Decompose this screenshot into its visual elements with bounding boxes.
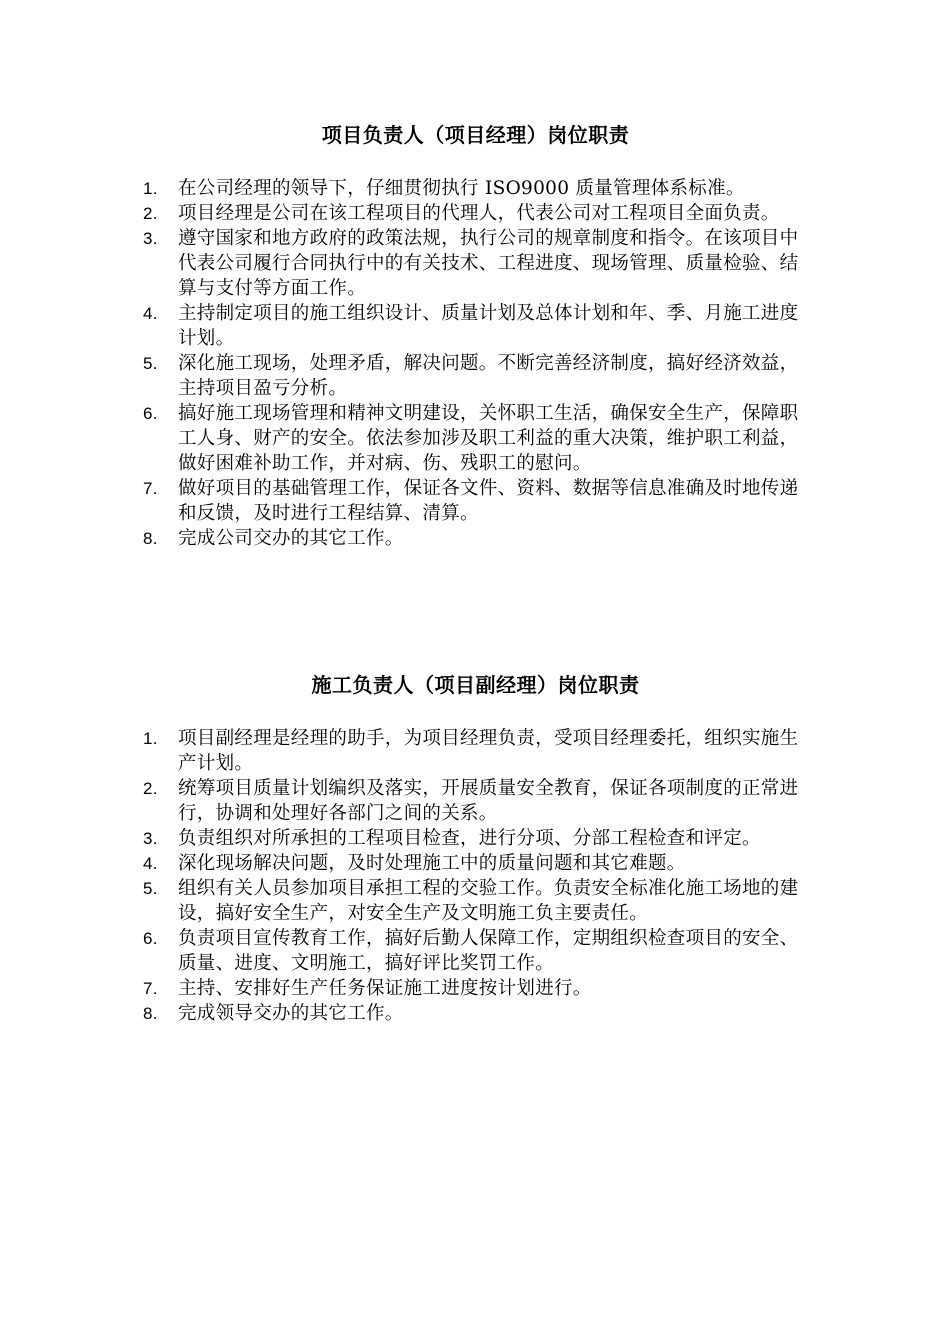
list-item: [143, 176, 808, 201]
list-item-text: 组织有关人员参加项目承担工程的交验工作。负责安全标准化施工场地的建设，搞好安全生产，对安全生产及文明施工负主要责任。: [178, 878, 799, 924]
list-item-text: 统筹项目质量计划编织及落实，开展质量安全教育，保证各项制度的正常进行，协调和处理好各部门之间的关系。: [178, 778, 799, 824]
list-item: [143, 926, 808, 976]
list-item: [143, 526, 808, 551]
list-item-text: 完成公司交办的其它工作。: [178, 528, 404, 549]
list-item-text: 负责组织对所承担的工程项目检查，进行分项、分部工程检查和评定。: [178, 828, 761, 849]
list-number: 8.: [143, 529, 158, 548]
list-number: 2.: [143, 204, 158, 223]
list-item-text: 主持、安排好生产任务保证施工进度按计划进行。: [178, 978, 592, 999]
list-item: [143, 851, 808, 876]
list-item: [143, 826, 808, 851]
duty-list: [143, 726, 808, 1026]
list-number: 1.: [143, 729, 158, 748]
list-item-text: 主持制定项目的施工组织设计、质量计划及总体计划和年、季、月施工进度计划。: [178, 303, 799, 349]
list-number: 4.: [143, 854, 158, 873]
list-item-text: 做好项目的基础管理工作，保证各文件、资料、数据等信息准确及时地传递和反馈，及时进行工程结算、清算。: [178, 478, 799, 524]
list-item: [143, 351, 808, 401]
list-number: 8.: [143, 1004, 158, 1023]
list-item: [143, 476, 808, 526]
list-item: [143, 976, 808, 1001]
list-item-text: 负责项目宣传教育工作，搞好后勤人保障工作，定期组织检查项目的安全、质量、进度、文明施工，搞好评比奖罚工作。: [178, 928, 799, 974]
list-number: 7.: [143, 479, 158, 498]
section-title: 项目负责人（项目经理）岗位职责: [321, 123, 630, 147]
list-item: [143, 726, 808, 776]
duty-list: [143, 176, 808, 551]
list-number: 3.: [143, 229, 158, 248]
list-number: 6.: [143, 404, 158, 423]
list-item-text: 深化现场解决问题，及时处理施工中的质量问题和其它难题。: [178, 853, 686, 874]
list-number: 3.: [143, 829, 158, 848]
list-number: 4.: [143, 304, 158, 323]
list-item-text: 项目副经理是经理的助手，为项目经理负责，受项目经理委托，组织实施生产计划。: [178, 728, 799, 774]
section-deputy-manager: [143, 670, 808, 1026]
list-item-text: 完成领导交办的其它工作。: [178, 1003, 404, 1024]
list-item-text: 项目经理是公司在该工程项目的代理人，代表公司对工程项目全面负责。: [178, 203, 780, 224]
list-item-text: 在公司经理的领导下，仔细贯彻执行 ISO9000 质量管理体系标准。: [178, 178, 745, 199]
list-item: [143, 226, 808, 301]
list-item: [143, 201, 808, 226]
list-item: [143, 301, 808, 351]
list-item-text: 深化施工现场，处理矛盾，解决问题。不断完善经济制度，搞好经济效益，主持项目盈亏分析。: [178, 353, 799, 399]
list-number: 6.: [143, 929, 158, 948]
list-item: [143, 1001, 808, 1026]
list-item-text: 遵守国家和地方政府的政策法规，执行公司的规章制度和指令。在该项目中代表公司履行合同执行中的有关技术、工程进度、现场管理、质量检验、结算与支付等方面工作。: [178, 228, 799, 299]
list-number: 5.: [143, 354, 158, 373]
list-item-text: 搞好施工现场管理和精神文明建设，关怀职工生活，确保安全生产，保障职工人身、财产的安全。依法参加涉及职工利益的重大决策，维护职工利益，做好困难补助工作，并对病、伤、残职工的慰问。: [178, 403, 799, 474]
section-project-manager: [143, 120, 808, 551]
list-number: 2.: [143, 779, 158, 798]
section-title: 施工负责人（项目副经理）岗位职责: [311, 673, 640, 697]
list-item: [143, 876, 808, 926]
list-number: 7.: [143, 979, 158, 998]
list-item: [143, 776, 808, 826]
list-item: [143, 401, 808, 476]
list-number: 1.: [143, 179, 158, 198]
list-number: 5.: [143, 879, 158, 898]
